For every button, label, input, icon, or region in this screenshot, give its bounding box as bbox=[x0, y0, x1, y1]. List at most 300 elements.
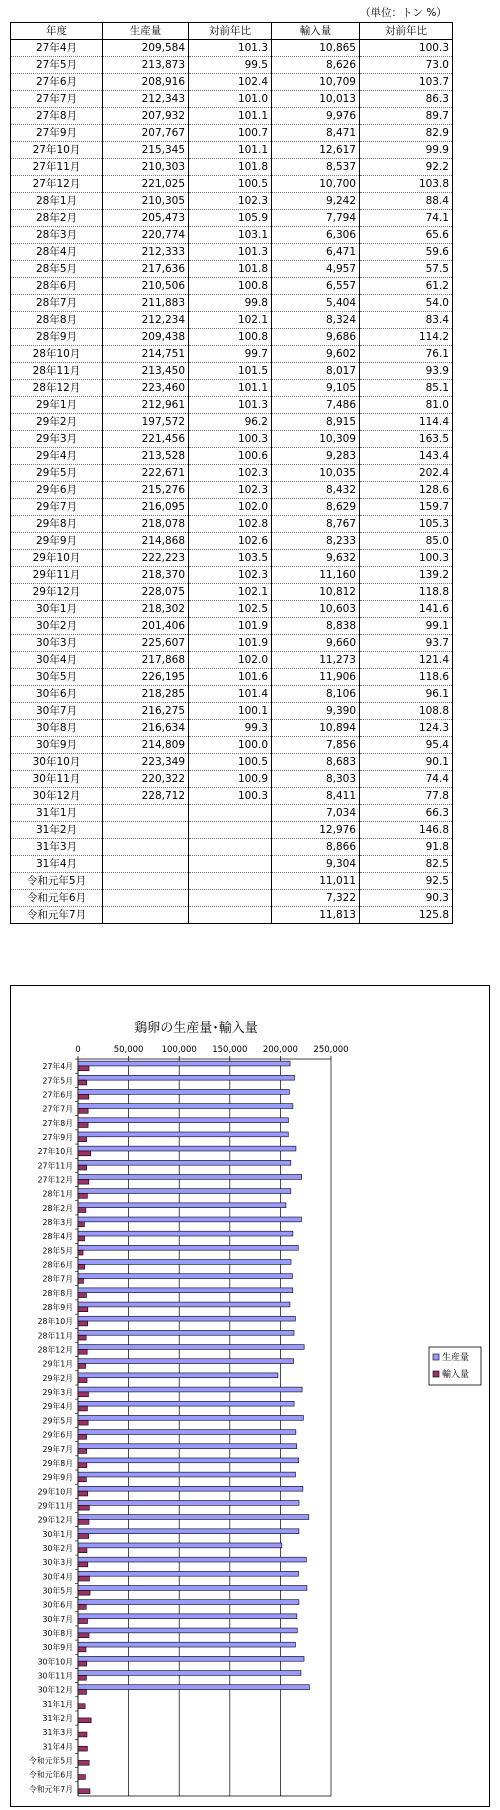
cell-production: 212,961 bbox=[103, 397, 189, 414]
table-row bbox=[11, 414, 453, 431]
bar-imports bbox=[78, 1434, 87, 1439]
bar-imports bbox=[78, 1732, 87, 1737]
cell-imports-yoy: 105.3 bbox=[360, 516, 453, 533]
cell-imports: 4,957 bbox=[272, 261, 360, 278]
cell-period: 29年8月 bbox=[11, 516, 103, 533]
y-tick-label: 28年12月 bbox=[37, 1345, 73, 1355]
bar-production bbox=[78, 1543, 282, 1548]
cell-production: 217,868 bbox=[103, 652, 189, 669]
cell-production-yoy: 100.3 bbox=[189, 788, 272, 805]
cell-period: 30年3月 bbox=[11, 635, 103, 652]
x-tick-label: 150,000 bbox=[212, 1045, 248, 1055]
cell-production-yoy: 102.3 bbox=[189, 482, 272, 499]
y-tick-label: 28年3月 bbox=[42, 1217, 73, 1227]
bar-production bbox=[78, 1104, 293, 1109]
y-tick-label: 30年3月 bbox=[42, 1558, 73, 1568]
y-tick-label: 29年2月 bbox=[42, 1373, 73, 1383]
cell-production-yoy bbox=[189, 890, 272, 907]
y-tick-label: 29年7月 bbox=[42, 1444, 73, 1454]
cell-imports-yoy: 61.2 bbox=[360, 278, 453, 295]
cell-imports-yoy: 96.1 bbox=[360, 686, 453, 703]
cell-imports-yoy: 100.3 bbox=[360, 550, 453, 567]
cell-imports-yoy: 118.6 bbox=[360, 669, 453, 686]
cell-production: 205,473 bbox=[103, 210, 189, 227]
cell-production: 214,868 bbox=[103, 533, 189, 550]
x-axis-ticks bbox=[75, 1045, 348, 1059]
cell-period: 27年9月 bbox=[11, 125, 103, 142]
cell-period: 29年4月 bbox=[11, 448, 103, 465]
cell-production: 220,322 bbox=[103, 771, 189, 788]
bar-imports bbox=[78, 1562, 88, 1567]
cell-imports: 10,603 bbox=[272, 601, 360, 618]
cell-production-yoy: 100.1 bbox=[189, 703, 272, 720]
bar-imports bbox=[78, 1406, 87, 1411]
y-tick-label: 28年10月 bbox=[37, 1317, 73, 1327]
cell-production: 220,774 bbox=[103, 227, 189, 244]
table-row bbox=[11, 465, 453, 482]
cell-production: 215,276 bbox=[103, 482, 189, 499]
cell-production-yoy: 100.5 bbox=[189, 754, 272, 771]
cell-production: 214,751 bbox=[103, 346, 189, 363]
bar-production bbox=[78, 1330, 294, 1335]
bar-imports bbox=[78, 1449, 87, 1454]
bar-production bbox=[78, 1132, 288, 1137]
y-tick-label: 29年3月 bbox=[42, 1388, 73, 1398]
cell-period: 28年10月 bbox=[11, 346, 103, 363]
bar-imports bbox=[78, 1477, 86, 1482]
cell-period: 30年1月 bbox=[11, 601, 103, 618]
cell-period: 28年2月 bbox=[11, 210, 103, 227]
cell-imports: 6,306 bbox=[272, 227, 360, 244]
cell-production: 215,345 bbox=[103, 142, 189, 159]
cell-period: 30年2月 bbox=[11, 618, 103, 635]
bar-imports bbox=[78, 1605, 86, 1610]
bar-imports bbox=[78, 1576, 89, 1581]
cell-production: 197,572 bbox=[103, 414, 189, 431]
table-row bbox=[11, 261, 453, 278]
cell-period: 27年12月 bbox=[11, 176, 103, 193]
chart-svg bbox=[11, 986, 489, 1806]
bar-production bbox=[78, 1373, 278, 1378]
cell-production-yoy: 102.8 bbox=[189, 516, 272, 533]
cell-production: 209,584 bbox=[103, 40, 189, 57]
cell-imports: 5,404 bbox=[272, 295, 360, 312]
bar-production bbox=[78, 1642, 295, 1647]
cell-imports-yoy: 128.6 bbox=[360, 482, 453, 499]
y-tick-label: 28年8月 bbox=[42, 1288, 73, 1298]
cell-imports: 11,011 bbox=[272, 873, 360, 890]
cell-production-yoy: 101.8 bbox=[189, 261, 272, 278]
bar-production bbox=[78, 1075, 294, 1080]
cell-imports-yoy: 92.2 bbox=[360, 159, 453, 176]
bar-production bbox=[78, 1529, 299, 1534]
cell-period: 30年11月 bbox=[11, 771, 103, 788]
cell-production-yoy: 100.8 bbox=[189, 329, 272, 346]
cell-imports-yoy: 54.0 bbox=[360, 295, 453, 312]
cell-imports: 8,767 bbox=[272, 516, 360, 533]
cell-production-yoy: 102.5 bbox=[189, 601, 272, 618]
bar-imports bbox=[78, 1151, 91, 1156]
table-row bbox=[11, 159, 453, 176]
cell-production-yoy: 102.4 bbox=[189, 74, 272, 91]
bar-imports bbox=[78, 1364, 86, 1369]
cell-production: 209,438 bbox=[103, 329, 189, 346]
cell-imports-yoy: 100.3 bbox=[360, 40, 453, 57]
y-tick-label: 27年8月 bbox=[42, 1118, 73, 1128]
bar-imports bbox=[78, 1293, 86, 1298]
cell-imports: 8,432 bbox=[272, 482, 360, 499]
cell-period: 27年7月 bbox=[11, 91, 103, 108]
y-tick-label: 29年10月 bbox=[37, 1487, 73, 1497]
cell-imports-yoy: 90.1 bbox=[360, 754, 453, 771]
bar-production bbox=[78, 1685, 309, 1690]
bar-imports bbox=[78, 1066, 89, 1071]
y-tick-label: 28年5月 bbox=[42, 1246, 73, 1256]
chart-legend bbox=[429, 1347, 481, 1385]
bar-production bbox=[78, 1302, 290, 1307]
bar-imports bbox=[78, 1250, 83, 1255]
y-tick-label: 29年4月 bbox=[42, 1402, 73, 1412]
cell-production: 212,234 bbox=[103, 312, 189, 329]
table-row bbox=[11, 601, 453, 618]
cell-imports-yoy: 59.6 bbox=[360, 244, 453, 261]
cell-period: 27年11月 bbox=[11, 159, 103, 176]
y-tick-label: 30年11月 bbox=[37, 1671, 73, 1681]
x-tick-label: 250,000 bbox=[313, 1045, 349, 1055]
table-row bbox=[11, 618, 453, 635]
x-tick-label: 50,000 bbox=[113, 1045, 144, 1055]
bar-imports bbox=[78, 1137, 87, 1142]
bar-production bbox=[78, 1415, 303, 1420]
legend-swatch-imports bbox=[433, 1371, 439, 1377]
cell-period: 29年3月 bbox=[11, 431, 103, 448]
table-row bbox=[11, 91, 453, 108]
header-period: 年度 bbox=[11, 23, 103, 40]
bar-production bbox=[78, 1671, 301, 1676]
cell-production-yoy: 99.3 bbox=[189, 720, 272, 737]
table-body bbox=[11, 40, 453, 924]
table-row bbox=[11, 737, 453, 754]
x-tick-label: 0 bbox=[75, 1045, 81, 1055]
cell-production-yoy: 103.5 bbox=[189, 550, 272, 567]
cell-imports: 7,034 bbox=[272, 805, 360, 822]
y-tick-label: 29年12月 bbox=[37, 1515, 73, 1525]
table-row bbox=[11, 108, 453, 125]
cell-production-yoy: 101.3 bbox=[189, 397, 272, 414]
cell-imports: 8,626 bbox=[272, 57, 360, 74]
bar-production bbox=[78, 1203, 286, 1208]
legend-label-imports: 輸入量 bbox=[442, 1370, 470, 1380]
cell-production: 212,343 bbox=[103, 91, 189, 108]
cell-imports-yoy: 99.9 bbox=[360, 142, 453, 159]
cell-period: 27年8月 bbox=[11, 108, 103, 125]
cell-period: 29年9月 bbox=[11, 533, 103, 550]
bar-imports bbox=[78, 1094, 89, 1099]
chart-bars bbox=[78, 1061, 309, 1793]
cell-imports-yoy: 77.8 bbox=[360, 788, 453, 805]
bar-imports bbox=[78, 1590, 90, 1595]
cell-production-yoy: 101.1 bbox=[189, 380, 272, 397]
bar-imports bbox=[78, 1548, 87, 1553]
bar-imports bbox=[78, 1123, 88, 1128]
cell-production-yoy: 102.3 bbox=[189, 465, 272, 482]
cell-imports: 8,915 bbox=[272, 414, 360, 431]
bar-production bbox=[78, 1401, 294, 1406]
cell-production-yoy: 100.5 bbox=[189, 176, 272, 193]
bar-production bbox=[78, 1345, 304, 1350]
cell-imports: 8,017 bbox=[272, 363, 360, 380]
table-row bbox=[11, 839, 453, 856]
table-row bbox=[11, 397, 453, 414]
bar-imports bbox=[78, 1760, 89, 1765]
cell-production: 228,712 bbox=[103, 788, 189, 805]
y-tick-label: 27年9月 bbox=[42, 1132, 73, 1142]
cell-period: 28年7月 bbox=[11, 295, 103, 312]
cell-imports-yoy: 82.9 bbox=[360, 125, 453, 142]
cell-production: 221,456 bbox=[103, 431, 189, 448]
y-tick-label: 27年12月 bbox=[37, 1175, 73, 1185]
bar-production bbox=[78, 1486, 303, 1491]
cell-imports-yoy: 85.0 bbox=[360, 533, 453, 550]
cell-period: 27年6月 bbox=[11, 74, 103, 91]
bar-production bbox=[78, 1586, 307, 1591]
cell-imports: 10,812 bbox=[272, 584, 360, 601]
cell-production-yoy: 100.3 bbox=[189, 431, 272, 448]
table-row bbox=[11, 533, 453, 550]
table-row bbox=[11, 499, 453, 516]
table-row bbox=[11, 295, 453, 312]
cell-production-yoy: 101.1 bbox=[189, 142, 272, 159]
cell-imports: 7,856 bbox=[272, 737, 360, 754]
y-tick-label: 30年4月 bbox=[42, 1572, 73, 1582]
cell-imports-yoy: 82.5 bbox=[360, 856, 453, 873]
bar-imports bbox=[78, 1633, 89, 1638]
cell-period: 31年3月 bbox=[11, 839, 103, 856]
cell-imports: 8,411 bbox=[272, 788, 360, 805]
bar-production bbox=[78, 1571, 298, 1576]
bar-production bbox=[78, 1146, 296, 1151]
cell-period: 31年4月 bbox=[11, 856, 103, 873]
x-tick-label: 200,000 bbox=[262, 1045, 298, 1055]
cell-period: 28年8月 bbox=[11, 312, 103, 329]
cell-production-yoy: 101.9 bbox=[189, 618, 272, 635]
cell-imports-yoy: 159.7 bbox=[360, 499, 453, 516]
y-tick-label: 27年11月 bbox=[37, 1161, 73, 1171]
y-tick-label: 30年9月 bbox=[42, 1643, 73, 1653]
cell-period: 28年1月 bbox=[11, 193, 103, 210]
cell-imports-yoy: 103.7 bbox=[360, 74, 453, 91]
bar-imports bbox=[78, 1264, 85, 1269]
legend-label-production: 生産量 bbox=[442, 1353, 470, 1363]
cell-imports: 9,390 bbox=[272, 703, 360, 720]
cell-imports-yoy: 86.3 bbox=[360, 91, 453, 108]
cell-imports-yoy: 92.5 bbox=[360, 873, 453, 890]
cell-production-yoy: 102.1 bbox=[189, 312, 272, 329]
bar-imports bbox=[78, 1165, 87, 1170]
table-row bbox=[11, 312, 453, 329]
cell-period: 30年8月 bbox=[11, 720, 103, 737]
y-tick-label: 30年10月 bbox=[37, 1657, 73, 1667]
cell-period: 31年2月 bbox=[11, 822, 103, 839]
cell-production: 216,634 bbox=[103, 720, 189, 737]
cell-production-yoy: 101.3 bbox=[189, 244, 272, 261]
cell-imports-yoy: 73.0 bbox=[360, 57, 453, 74]
cell-production-yoy: 100.0 bbox=[189, 737, 272, 754]
cell-imports-yoy: 93.9 bbox=[360, 363, 453, 380]
cell-period: 30年7月 bbox=[11, 703, 103, 720]
bar-imports bbox=[78, 1335, 86, 1340]
cell-production: 213,450 bbox=[103, 363, 189, 380]
cell-imports-yoy: 146.8 bbox=[360, 822, 453, 839]
table-row bbox=[11, 210, 453, 227]
y-tick-label: 28年1月 bbox=[42, 1189, 73, 1199]
bar-imports bbox=[78, 1222, 84, 1227]
cell-production: 218,285 bbox=[103, 686, 189, 703]
cell-production-yoy: 101.8 bbox=[189, 159, 272, 176]
cell-imports: 9,283 bbox=[272, 448, 360, 465]
cell-production-yoy: 96.2 bbox=[189, 414, 272, 431]
data-table bbox=[10, 22, 453, 924]
bar-imports bbox=[78, 1704, 85, 1709]
cell-imports: 10,013 bbox=[272, 91, 360, 108]
cell-imports: 11,813 bbox=[272, 907, 360, 924]
bar-imports bbox=[78, 1279, 83, 1284]
cell-imports-yoy: 74.4 bbox=[360, 771, 453, 788]
table-row bbox=[11, 176, 453, 193]
bar-production bbox=[78, 1628, 297, 1633]
cell-period: 28年11月 bbox=[11, 363, 103, 380]
cell-imports: 11,160 bbox=[272, 567, 360, 584]
cell-production: 212,333 bbox=[103, 244, 189, 261]
table-row bbox=[11, 567, 453, 584]
cell-imports: 6,557 bbox=[272, 278, 360, 295]
y-tick-label: 27年4月 bbox=[42, 1062, 73, 1072]
cell-imports-yoy: 103.8 bbox=[360, 176, 453, 193]
bar-production bbox=[78, 1274, 292, 1279]
cell-production-yoy: 102.1 bbox=[189, 584, 272, 601]
cell-imports-yoy: 163.5 bbox=[360, 431, 453, 448]
cell-period: 30年10月 bbox=[11, 754, 103, 771]
cell-imports: 7,486 bbox=[272, 397, 360, 414]
bar-production bbox=[78, 1061, 290, 1066]
cell-production: 218,370 bbox=[103, 567, 189, 584]
bar-production bbox=[78, 1288, 293, 1293]
cell-imports-yoy: 88.4 bbox=[360, 193, 453, 210]
cell-period: 29年5月 bbox=[11, 465, 103, 482]
bar-imports bbox=[78, 1463, 87, 1468]
cell-period: 30年5月 bbox=[11, 669, 103, 686]
bar-imports bbox=[78, 1690, 87, 1695]
y-tick-label: 28年11月 bbox=[37, 1331, 73, 1341]
y-tick-label: 27年5月 bbox=[42, 1076, 73, 1086]
cell-production: 210,305 bbox=[103, 193, 189, 210]
cell-imports-yoy: 83.4 bbox=[360, 312, 453, 329]
cell-production-yoy: 102.0 bbox=[189, 499, 272, 516]
cell-imports-yoy: 139.2 bbox=[360, 567, 453, 584]
y-tick-label: 29年11月 bbox=[37, 1501, 73, 1511]
table-row bbox=[11, 669, 453, 686]
cell-period: 30年6月 bbox=[11, 686, 103, 703]
cell-imports-yoy: 143.4 bbox=[360, 448, 453, 465]
bar-production bbox=[78, 1472, 295, 1477]
cell-production: 216,275 bbox=[103, 703, 189, 720]
cell-imports: 9,304 bbox=[272, 856, 360, 873]
cell-production-yoy: 101.6 bbox=[189, 669, 272, 686]
cell-production-yoy: 101.4 bbox=[189, 686, 272, 703]
cell-imports-yoy: 85.1 bbox=[360, 380, 453, 397]
cell-period: 28年9月 bbox=[11, 329, 103, 346]
legend-swatch-production bbox=[433, 1354, 439, 1360]
cell-production: 201,406 bbox=[103, 618, 189, 635]
cell-period: 30年4月 bbox=[11, 652, 103, 669]
y-tick-label: 30年1月 bbox=[42, 1529, 73, 1539]
cell-period: 28年4月 bbox=[11, 244, 103, 261]
table-row bbox=[11, 805, 453, 822]
bar-production bbox=[78, 1160, 291, 1165]
bar-production bbox=[78, 1500, 299, 1505]
bar-production bbox=[78, 1089, 289, 1094]
y-tick-label: 30年7月 bbox=[42, 1614, 73, 1624]
y-tick-label: 29年9月 bbox=[42, 1473, 73, 1483]
cell-production-yoy bbox=[189, 856, 272, 873]
cell-production: 207,767 bbox=[103, 125, 189, 142]
bar-imports bbox=[78, 1179, 89, 1184]
cell-period: 28年5月 bbox=[11, 261, 103, 278]
header-imports: 輸入量 bbox=[272, 23, 360, 40]
cell-imports: 11,273 bbox=[272, 652, 360, 669]
cell-production-yoy: 100.9 bbox=[189, 771, 272, 788]
cell-production-yoy: 102.3 bbox=[189, 193, 272, 210]
table-header-row bbox=[11, 23, 453, 40]
y-tick-label: 31年1月 bbox=[42, 1699, 73, 1709]
cell-imports: 9,686 bbox=[272, 329, 360, 346]
cell-imports: 10,309 bbox=[272, 431, 360, 448]
cell-production: 213,528 bbox=[103, 448, 189, 465]
bar-imports bbox=[78, 1534, 89, 1539]
cell-production: 222,671 bbox=[103, 465, 189, 482]
cell-imports: 12,976 bbox=[272, 822, 360, 839]
cell-imports-yoy: 91.8 bbox=[360, 839, 453, 856]
y-tick-label: 令和元年6月 bbox=[29, 1770, 73, 1780]
cell-imports-yoy: 74.1 bbox=[360, 210, 453, 227]
y-tick-label: 29年6月 bbox=[42, 1430, 73, 1440]
y-tick-label: 29年8月 bbox=[42, 1458, 73, 1468]
table-row bbox=[11, 431, 453, 448]
x-tick-label: 100,000 bbox=[161, 1045, 197, 1055]
cell-period: 30年9月 bbox=[11, 737, 103, 754]
table-row bbox=[11, 890, 453, 907]
cell-imports-yoy: 202.4 bbox=[360, 465, 453, 482]
cell-period: 令和元年7月 bbox=[11, 907, 103, 924]
cell-imports: 10,894 bbox=[272, 720, 360, 737]
table-row bbox=[11, 652, 453, 669]
cell-imports: 9,976 bbox=[272, 108, 360, 125]
cell-production-yoy: 105.9 bbox=[189, 210, 272, 227]
table-row bbox=[11, 771, 453, 788]
table-row bbox=[11, 125, 453, 142]
table-row bbox=[11, 227, 453, 244]
bar-production bbox=[78, 1444, 297, 1449]
cell-imports: 8,537 bbox=[272, 159, 360, 176]
cell-production: 228,075 bbox=[103, 584, 189, 601]
y-tick-label: 29年1月 bbox=[42, 1359, 73, 1369]
cell-production-yoy: 102.3 bbox=[189, 567, 272, 584]
y-tick-label: 30年8月 bbox=[42, 1629, 73, 1639]
cell-production: 218,302 bbox=[103, 601, 189, 618]
cell-imports-yoy: 108.8 bbox=[360, 703, 453, 720]
table-row bbox=[11, 635, 453, 652]
cell-production-yoy: 99.8 bbox=[189, 295, 272, 312]
